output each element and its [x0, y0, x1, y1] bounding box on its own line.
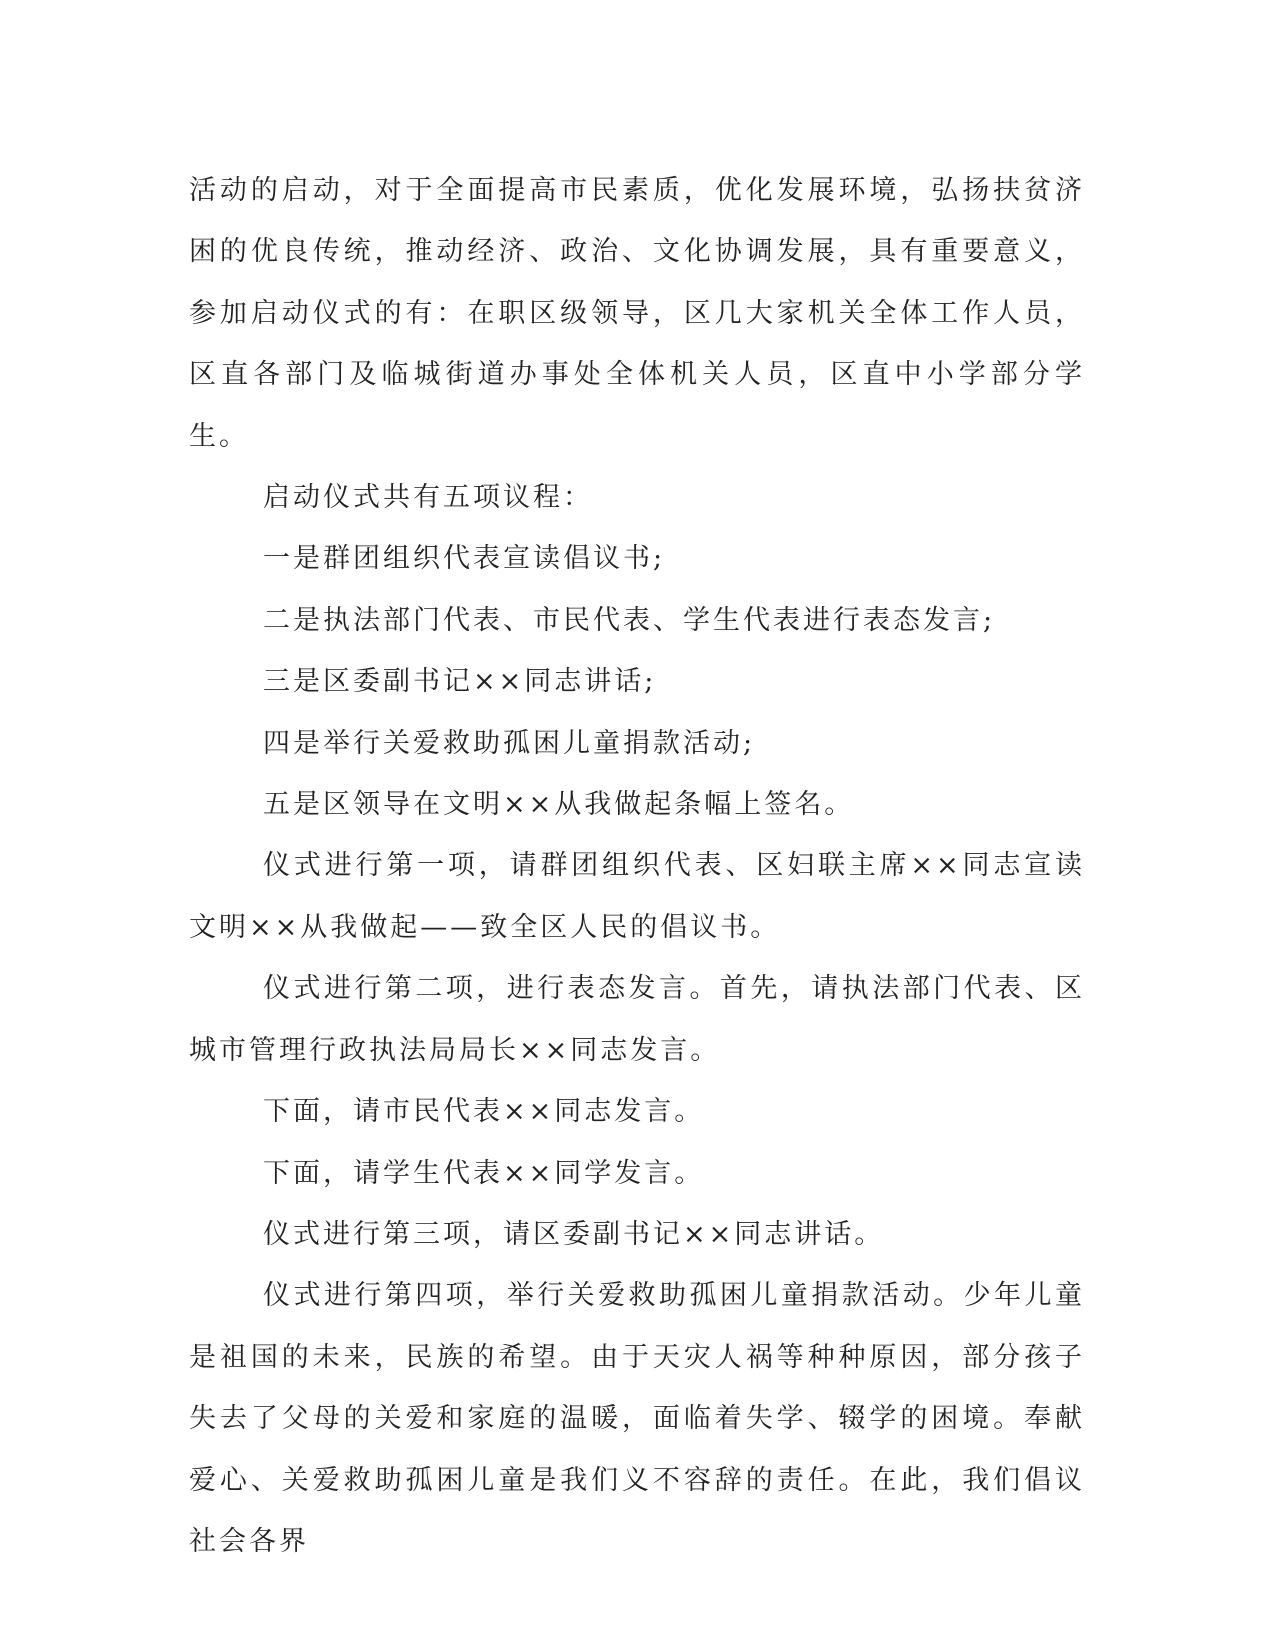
paragraph-9: 仪式进行第二项，进行表态发言。首先，请执法部门代表、区城市管理行政执法局局长××同志发言。 — [189, 973, 1085, 1066]
paragraph-4: 二是执法部门代表、市民代表、学生代表进行表态发言; — [263, 604, 996, 636]
document-body — [189, 160, 1085, 1572]
paragraph-10: 下面，请市民代表××同志发言。 — [263, 1096, 705, 1128]
paragraph-11: 下面，请学生代表××同学发言。 — [263, 1157, 705, 1189]
paragraph-8: 仪式进行第一项，请群团组织代表、区妇联主席××同志宣读文明××从我做起——致全区人民的倡议书。 — [189, 850, 1085, 943]
paragraph-1: 活动的启动，对于全面提高市民素质，优化发展环境，弘扬扶贫济困的优良传统，推动经济、政治、文化协调发展，具有重要意义，参加启动仪式的有：在职区级领导，区几大家机关全体工作人员，区直各部门及临城街道办事处全体机关人员，区直中小学部分学生。 — [189, 175, 1085, 452]
paragraph-7: 五是区领导在文明××从我做起条幅上签名。 — [263, 789, 855, 821]
paragraph-6: 四是举行关爱救助孤困儿童捐款活动; — [263, 727, 756, 759]
paragraph-12: 仪式进行第三项，请区委副书记××同志讲话。 — [263, 1218, 885, 1250]
paragraph-3: 一是群团组织代表宣读倡议书; — [263, 543, 666, 575]
paragraph-13: 仪式进行第四项，举行关爱救助孤困儿童捐款活动。少年儿童是祖国的未来，民族的希望。由于天灾人祸等种种原因，部分孩子失去了父母的关爱和家庭的温暖，面临着失学、辍学的困境。奉献爱心、关爱救助孤困儿童是我们义不容辞的责任。在此，我们倡议社会各界 — [189, 1280, 1085, 1557]
paragraph-5: 三是区委副书记××同志讲话; — [263, 666, 657, 698]
paragraph-2: 启动仪式共有五项议程： — [263, 482, 593, 514]
